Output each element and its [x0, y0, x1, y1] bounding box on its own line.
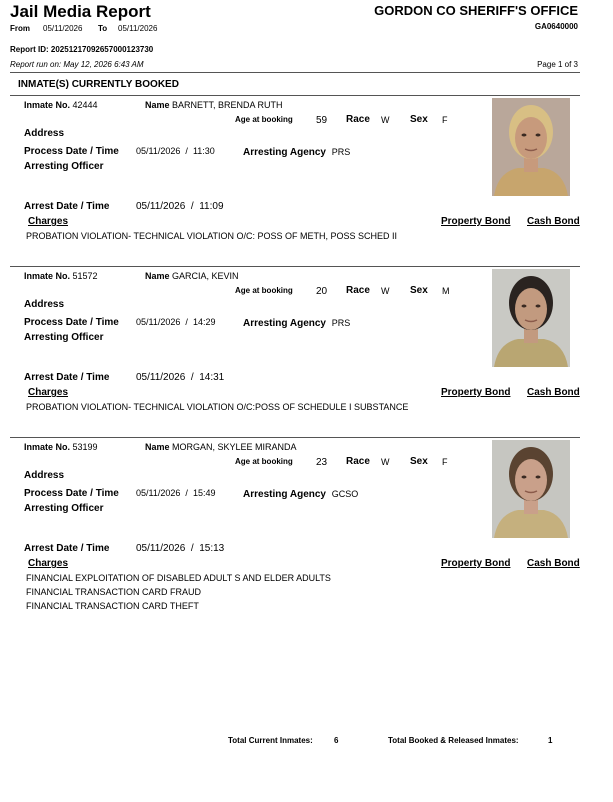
arrest-datetime [136, 543, 224, 554]
inmate-name: BARNETT, BRENDA RUTH [172, 100, 283, 110]
inmate-number: 42444 [72, 100, 98, 110]
name-label: Name [145, 271, 170, 281]
inmate-no-row [24, 271, 98, 281]
address-label: Address [24, 128, 65, 139]
process-datetime [136, 317, 215, 327]
arresting-agency-label: Arresting Agency [243, 147, 326, 158]
arrest-datetime [136, 201, 224, 212]
arresting-agency-label: Arresting Agency [243, 318, 326, 329]
charge-text: FINANCIAL TRANSACTION CARD FRAUD [26, 587, 202, 597]
name-row [145, 100, 283, 110]
inmate-photo [492, 440, 570, 538]
age-label: Age at booking [235, 115, 293, 124]
property-bond-heading: Property Bond [441, 216, 511, 227]
process-slash: / [185, 488, 188, 498]
age-label: Age at booking [235, 286, 293, 295]
inmate-no-row [24, 442, 98, 452]
header-divider [10, 72, 580, 73]
sex-label: Sex [410, 285, 428, 296]
total-released-value: 1 [548, 736, 553, 745]
arresting-agency-value: PRS [331, 318, 351, 328]
to-date: 05/11/2026 [118, 24, 158, 33]
age-label: Age at booking [235, 457, 293, 466]
agency-row [243, 318, 350, 329]
to-label: To [98, 24, 108, 33]
name-row [145, 442, 297, 452]
race-value: W [381, 286, 390, 296]
arresting-agency-value: GCSO [331, 489, 359, 499]
age-value: 23 [316, 457, 328, 468]
inmate-divider [10, 437, 580, 438]
inmate-no-row [24, 100, 98, 110]
inmate-name: MORGAN, SKYLEE MIRANDA [172, 442, 297, 452]
process-datetime [136, 488, 215, 498]
page-number: Page 1 of 3 [537, 60, 578, 69]
process-label: Process Date / Time [24, 317, 119, 328]
agency-row [243, 147, 350, 158]
arrest-time: 11:09 [199, 201, 224, 212]
race-value: W [381, 457, 390, 467]
cash-bond-heading: Cash Bond [527, 558, 580, 569]
arresting-agency-value: PRS [331, 147, 351, 157]
address-label: Address [24, 299, 65, 310]
report-id-value: 20251217092657000123730 [50, 45, 154, 54]
process-label: Process Date / Time [24, 146, 119, 157]
race-value: W [381, 115, 390, 125]
process-date: 05/11/2026 [136, 146, 181, 156]
inmate-photo [492, 269, 570, 367]
arrest-date: 05/11/2026 [136, 543, 186, 554]
total-released-label: Total Booked & Released Inmates: [388, 736, 519, 745]
process-slash: / [185, 317, 188, 327]
arrest-slash: / [190, 201, 194, 212]
arrest-time: 15:13 [199, 543, 225, 554]
name-row [145, 271, 239, 281]
sex-value: M [442, 286, 450, 296]
charges-heading: Charges [28, 387, 69, 398]
cash-bond-heading: Cash Bond [527, 216, 580, 227]
office-name: GORDON CO SHERIFF'S OFFICE [374, 3, 578, 18]
arresting-officer-label: Arresting Officer [24, 503, 104, 514]
run-on: Report run on: May 12, 2026 6:43 AM [10, 60, 144, 69]
age-value: 20 [316, 286, 328, 297]
inmate-no-label: Inmate No. [24, 442, 71, 452]
process-datetime [136, 146, 215, 156]
process-time: 11:30 [192, 146, 215, 156]
charge-text: FINANCIAL TRANSACTION CARD THEFT [26, 601, 199, 611]
report-title: Jail Media Report [10, 2, 151, 21]
arresting-officer-label: Arresting Officer [24, 332, 104, 343]
agency-row [243, 489, 358, 500]
total-current-label: Total Current Inmates: [228, 736, 313, 745]
inmate-number: 53199 [72, 442, 98, 452]
arrest-date: 05/11/2026 [136, 201, 186, 212]
property-bond-heading: Property Bond [441, 558, 511, 569]
report-id [10, 45, 153, 54]
name-label: Name [145, 442, 170, 452]
process-time: 14:29 [192, 317, 216, 327]
from-date: 05/11/2026 [43, 24, 83, 33]
arrest-slash: / [190, 543, 194, 554]
process-slash: / [185, 146, 188, 156]
race-label: Race [346, 285, 370, 296]
process-date: 05/11/2026 [136, 317, 181, 327]
charge-text: FINANCIAL EXPLOITATION OF DISABLED ADULT S AND ELDER ADULTS [26, 573, 331, 583]
sex-value: F [442, 457, 448, 467]
race-label: Race [346, 456, 370, 467]
arrest-date: 05/11/2026 [136, 372, 186, 383]
report-id-label: Report ID: [10, 45, 49, 54]
arrest-label: Arrest Date / Time [24, 201, 110, 212]
inmate-no-label: Inmate No. [24, 271, 71, 281]
sex-value: F [442, 115, 448, 125]
property-bond-heading: Property Bond [441, 387, 511, 398]
charge-text: PROBATION VIOLATION- TECHNICAL VIOLATION O/C:POSS OF SCHEDULE I SUBSTANCE [26, 402, 409, 412]
total-current-value: 6 [334, 736, 339, 745]
agency-code: GA0640000 [534, 22, 578, 31]
arrest-slash: / [190, 372, 194, 383]
arrest-time: 14:31 [199, 372, 225, 383]
arrest-label: Arrest Date / Time [24, 543, 110, 554]
from-label: From [10, 24, 30, 33]
inmate-name: GARCIA, KEVIN [172, 271, 239, 281]
arrest-datetime [136, 372, 224, 383]
race-label: Race [346, 114, 370, 125]
process-time: 15:49 [192, 488, 216, 498]
arresting-agency-label: Arresting Agency [243, 489, 326, 500]
age-value: 59 [316, 115, 328, 126]
inmate-number: 51572 [72, 271, 98, 281]
sex-label: Sex [410, 114, 428, 125]
address-label: Address [24, 470, 65, 481]
section-title: INMATE(S) CURRENTLY BOOKED [18, 79, 179, 90]
charges-heading: Charges [28, 558, 69, 569]
process-date: 05/11/2026 [136, 488, 181, 498]
inmate-no-label: Inmate No. [24, 100, 71, 110]
arrest-label: Arrest Date / Time [24, 372, 110, 383]
charges-heading: Charges [28, 216, 69, 227]
inmate-photo [492, 98, 570, 196]
section-divider [10, 95, 580, 96]
sex-label: Sex [410, 456, 428, 467]
cash-bond-heading: Cash Bond [527, 387, 580, 398]
charge-text: PROBATION VIOLATION- TECHNICAL VIOLATION O/C: POSS OF METH, POSS SCHED II [26, 231, 398, 241]
arresting-officer-label: Arresting Officer [24, 161, 104, 172]
process-label: Process Date / Time [24, 488, 119, 499]
name-label: Name [145, 100, 170, 110]
inmate-divider [10, 266, 580, 267]
